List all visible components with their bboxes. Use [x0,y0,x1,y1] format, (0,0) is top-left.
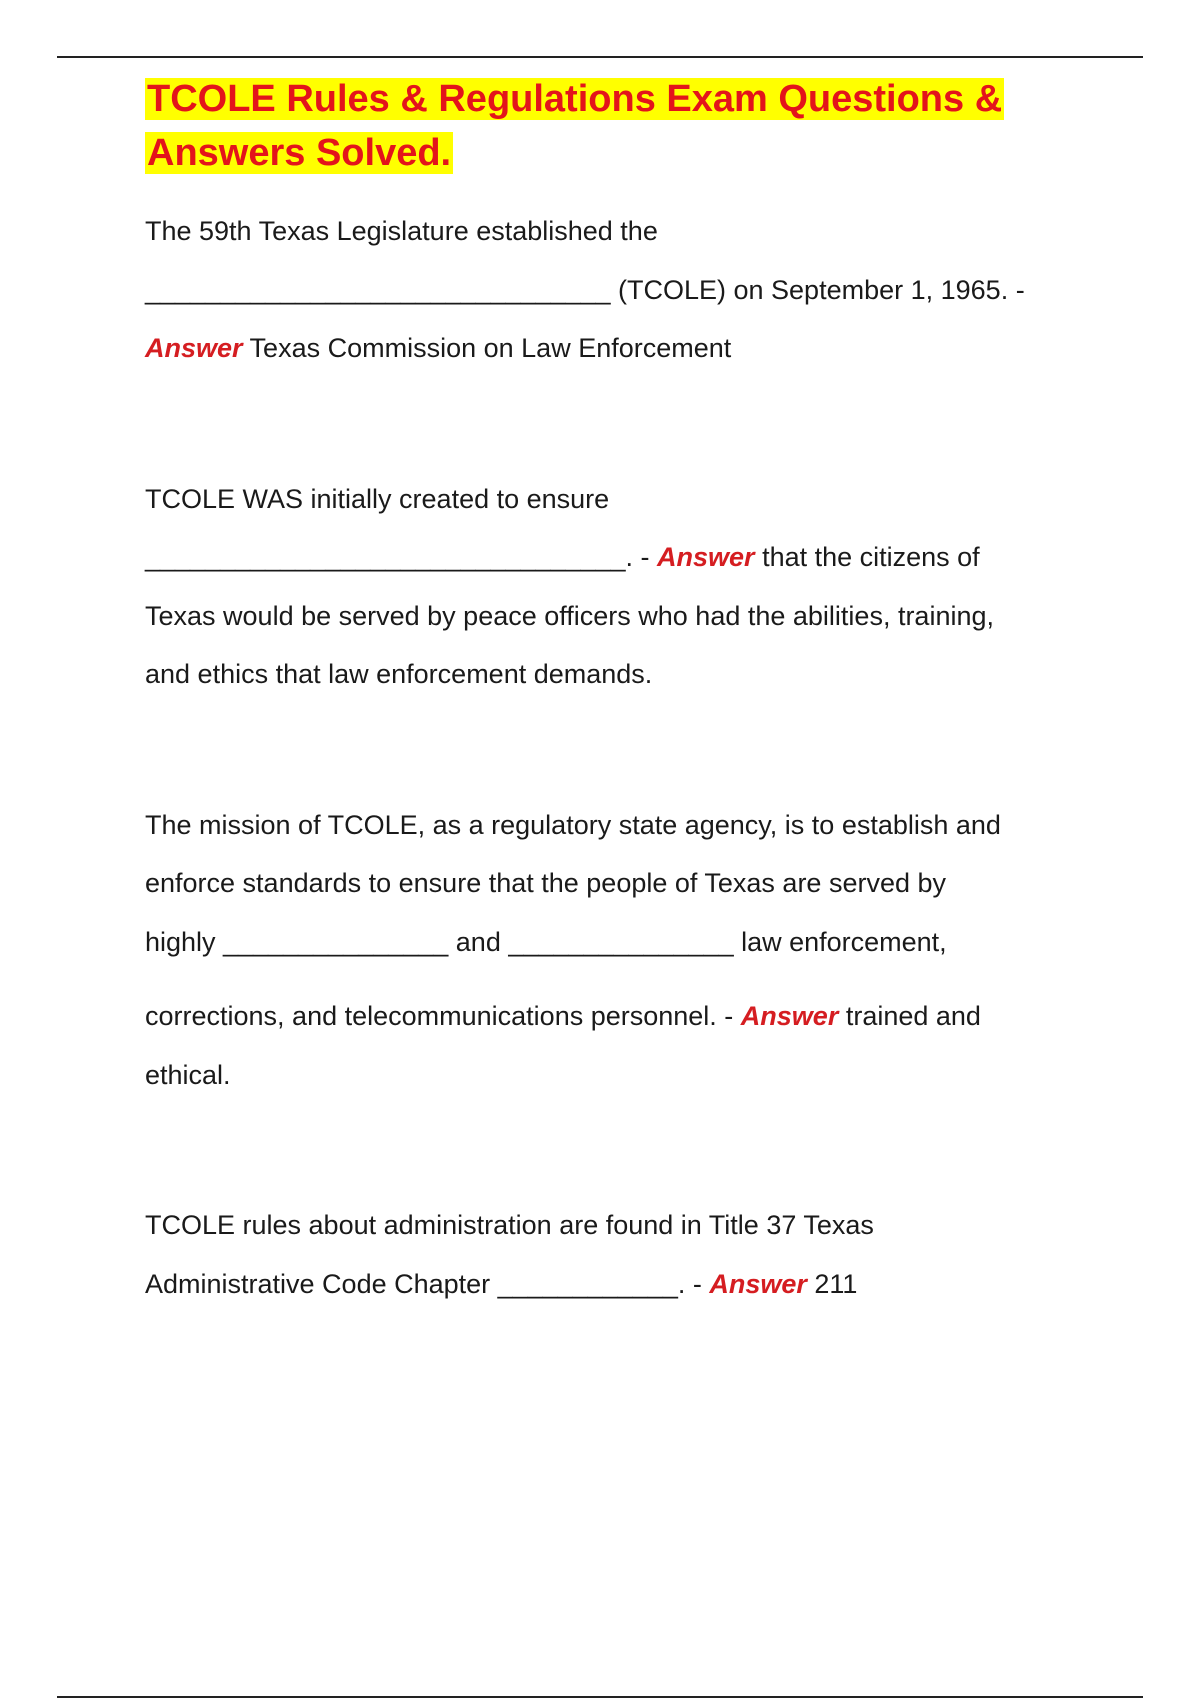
title-line-1: TCOLE Rules & Regulations Exam Questions & [147,78,1003,120]
question-1-answer-text: Texas Commission on Law Enforcement [242,333,732,363]
question-2-answer-line-3: Texas would be served by peace officers who had the abilities, training, [145,600,994,631]
question-3-answer-text: trained and [838,1001,981,1031]
question-1-line-2: _______________________________ (TCOLE) on September 1, 1965. - [145,274,1025,305]
question-2-answer-text: that the citizens of [754,542,980,572]
question-3-answer-line-5: ethical. [145,1059,231,1090]
question-3-line-2: enforce standards to ensure that the people of Texas are served by [145,868,947,898]
document-title [145,72,1085,180]
question-3-line-4 [145,987,1085,1046]
question-2-line-2 [145,528,1085,587]
question-2-line-1: TCOLE WAS initially created to ensure [145,483,610,514]
question-4-line-1: TCOLE rules about administration are found in Title 37 Texas [145,1210,874,1240]
answer-label: Answer [740,1001,839,1031]
answer-label: Answer [657,542,755,572]
question-3-line-1: The mission of TCOLE, as a regulatory state agency, is to establish and [145,809,1001,840]
question-block-3 [145,796,1085,1105]
question-1-line-1: The 59th Texas Legislature established the [145,216,658,246]
question-2-blank: ________________________________. - [145,542,658,572]
document-body [145,72,1085,1405]
question-1-answer [145,319,1085,378]
question-block-1 [145,202,1085,378]
question-3-line-4-text: corrections, and telecommunications personnel. - [145,1001,741,1031]
question-4-answer-text: 211 [806,1268,858,1299]
answer-label: Answer [709,1268,807,1299]
title-line-2: Answers Solved. [147,132,452,174]
question-2-answer-line-4: and ethics that law enforcement demands. [145,659,653,689]
top-rule [57,56,1143,58]
question-block-2 [145,470,1085,704]
question-4-blank: Administrative Code Chapter ____________. - [145,1268,710,1299]
answer-label: Answer [145,333,243,363]
question-block-4 [145,1196,1085,1313]
question-4-line-2 [145,1255,1085,1314]
bottom-rule [57,1696,1143,1698]
question-3-line-3: highly _______________ and _______________ law enforcement, [145,926,947,957]
